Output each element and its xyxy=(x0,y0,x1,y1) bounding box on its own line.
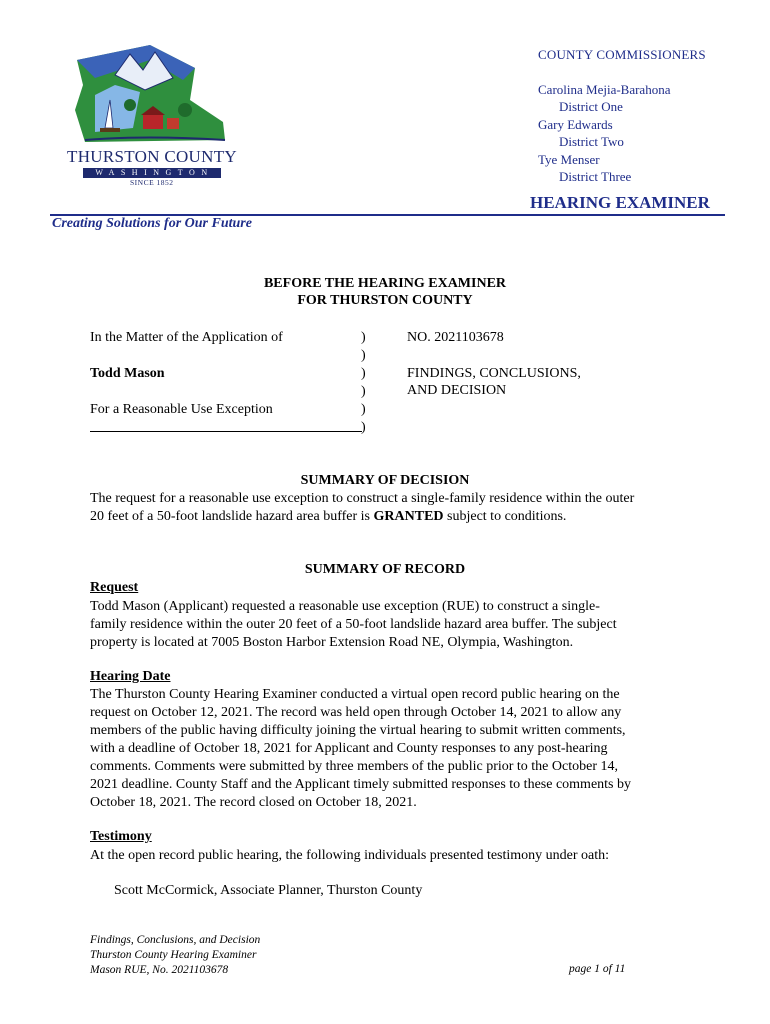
caption-matter: In the Matter of the Application of xyxy=(90,330,283,345)
caption-underline xyxy=(90,431,362,432)
commissioners-header: COUNTY COMMISSIONERS xyxy=(538,47,706,62)
caption-paren: ) xyxy=(361,348,366,363)
commissioners-block xyxy=(538,46,706,186)
page-number: page 1 of 11 xyxy=(569,963,626,975)
doc-title-line1: BEFORE THE HEARING EXAMINER xyxy=(263,276,507,291)
caption-paren: ) xyxy=(361,402,366,417)
logo-since: SINCE 1852 xyxy=(130,178,174,187)
hearing-line: The Thurston County Hearing Examiner conducted a virtual open record public hearing on the xyxy=(90,687,620,702)
doc-type-line1: FINDINGS, CONCLUSIONS, xyxy=(407,366,581,381)
hearing-paragraph xyxy=(90,686,690,812)
request-line: family residence within the outer 20 feet of a 50-foot landslide hazard area buffer. The subject xyxy=(90,617,617,632)
doc-title-line2: FOR THURSTON COUNTY xyxy=(297,293,473,308)
commissioner-district: District One xyxy=(559,99,623,114)
summary-decision-heading: SUMMARY OF DECISION xyxy=(300,473,470,488)
commissioner-name: Carolina Mejia-Barahona xyxy=(538,81,671,97)
footer-line: Findings, Conclusions, and Decision xyxy=(90,934,261,946)
caption-applicant: Todd Mason xyxy=(90,366,165,381)
decision-text-pre: 20 feet of a 50-foot landslide hazard area buffer is xyxy=(90,509,374,524)
hearing-line: comments. Comments were submitted by three members of the public prior to the October 14, xyxy=(90,759,618,774)
tagline: Creating Solutions for Our Future xyxy=(52,216,252,231)
hearing-line: 2021 deadline. County Staff and the Applicant timely submitted responses to these comments by xyxy=(90,777,631,792)
witness-line: Scott McCormick, Associate Planner, Thurston County xyxy=(114,883,423,898)
request-paragraph xyxy=(90,598,690,652)
hearing-line: October 18, 2021. The record closed on October 18, 2021. xyxy=(90,795,417,810)
request-line: property is located at 7005 Boston Harbor Extension Road NE, Olympia, Washington. xyxy=(90,635,574,650)
summary-record-heading: SUMMARY OF RECORD xyxy=(304,562,466,577)
case-number: NO. 2021103678 xyxy=(407,330,504,345)
caption-paren: ) xyxy=(361,330,366,345)
caption-purpose: For a Reasonable Use Exception xyxy=(90,402,273,417)
request-heading: Request xyxy=(90,580,139,595)
request-line: Todd Mason (Applicant) requested a reasonable use exception (RUE) to construct a single- xyxy=(90,599,600,614)
doc-type-line2: AND DECISION xyxy=(407,383,507,398)
footer-line: Thurston County Hearing Examiner xyxy=(90,949,257,961)
decision-text-post: subject to conditions. xyxy=(443,509,567,524)
footer-line: Mason RUE, No. 2021103678 xyxy=(90,964,229,976)
hearing-line: request on October 12, 2021. The record was held open through October 14, 2021 to allow any xyxy=(90,705,622,720)
caption-paren: ) xyxy=(361,384,366,399)
caption-paren: ) xyxy=(361,366,366,381)
hearing-line: with a deadline of October 18, 2021 for Applicant and County responses to any post-hearing xyxy=(90,741,608,756)
testimony-line: At the open record public hearing, the following individuals presented testimony under oath: xyxy=(90,848,610,863)
logo-county-name: THURSTON COUNTY xyxy=(67,147,237,166)
summary-decision-line: The request for a reasonable use exception to construct a single-family residence within the outer xyxy=(90,491,635,506)
commissioner-name: Tye Menser xyxy=(538,151,600,167)
commissioner-district: District Three xyxy=(559,169,632,184)
summary-decision-line xyxy=(90,508,690,526)
hearing-line: members of the public having difficulty joining the virtual hearing to submit written comments, xyxy=(90,723,626,738)
decision-granted: GRANTED xyxy=(373,509,444,524)
page-footer xyxy=(90,933,260,978)
summary-decision-text xyxy=(90,490,690,526)
commissioner-district: District Two xyxy=(559,134,624,149)
caption-paren: ) xyxy=(361,420,366,435)
department-title: HEARING EXAMINER xyxy=(530,193,710,212)
logo-state-bar: WASHINGTON xyxy=(83,168,221,178)
commissioner-name: Gary Edwards xyxy=(538,116,613,132)
testimony-heading: Testimony xyxy=(90,829,152,844)
hearing-date-heading: Hearing Date xyxy=(90,669,171,684)
